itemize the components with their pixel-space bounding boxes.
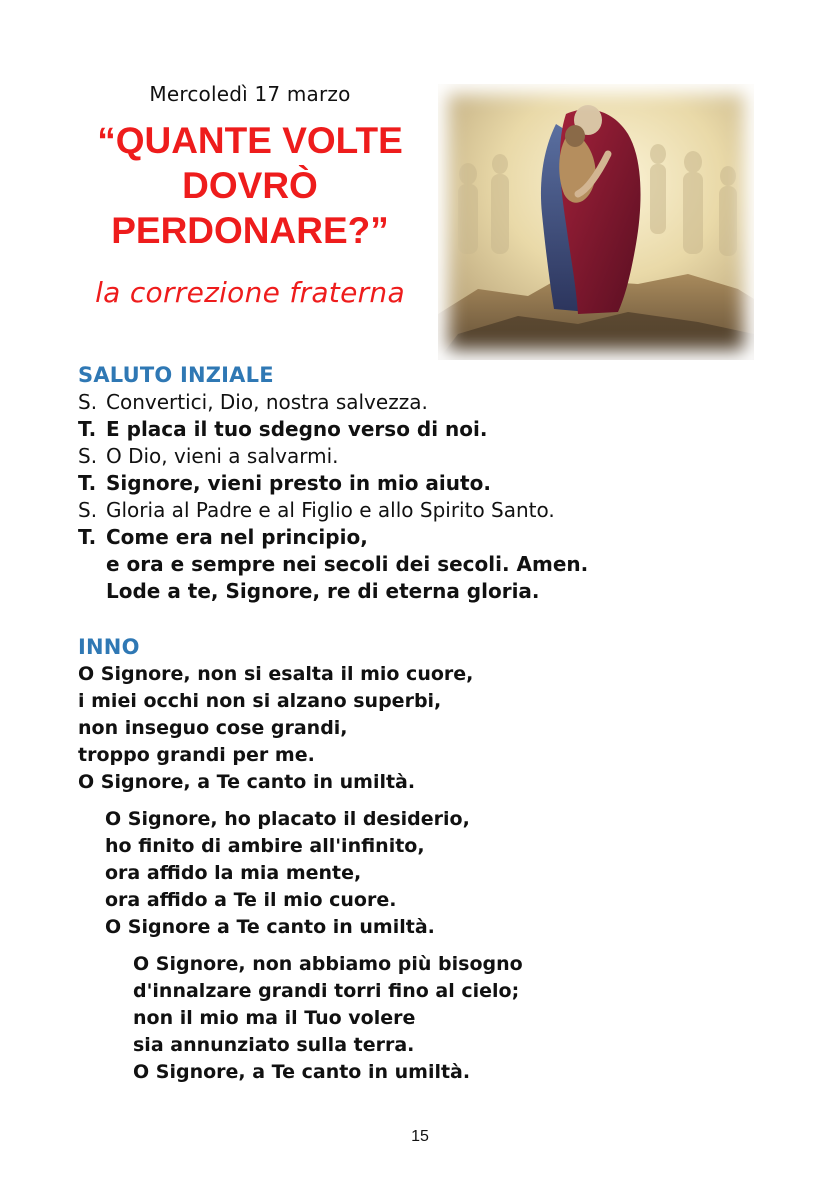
hymn-line: sia annunziato sulla terra. bbox=[133, 1034, 415, 1056]
hymn-stanza-3 bbox=[78, 951, 523, 1086]
hymn-stanza-2 bbox=[78, 806, 523, 941]
speaker-mark: T. bbox=[78, 525, 97, 549]
speaker-mark: T. bbox=[78, 417, 97, 441]
hymn-text bbox=[78, 661, 523, 1086]
saluto-line-text: Gloria al Padre e al Figlio e allo Spirito Santo. bbox=[106, 498, 555, 522]
saluto-line-5 bbox=[78, 497, 588, 524]
hymn-line: ora affido a Te il mio cuore. bbox=[105, 889, 397, 911]
inno-heading: INNO bbox=[78, 635, 140, 659]
hymn-line: d'innalzare grandi torri fino al cielo; bbox=[133, 980, 520, 1002]
saluto-line-text: E placa il tuo sdegno verso di noi. bbox=[106, 417, 488, 441]
saluto-line-2 bbox=[78, 416, 588, 443]
embrace-painting-image bbox=[438, 84, 754, 360]
hymn-line: troppo grandi per me. bbox=[78, 744, 315, 766]
inno-section bbox=[78, 634, 523, 1096]
saluto-line-4 bbox=[78, 470, 588, 497]
hymn-line: O Signore, a Te canto in umiltà. bbox=[133, 1061, 471, 1083]
hymn-line: O Signore, non abbiamo più bisogno bbox=[133, 953, 523, 975]
saluto-line-text: O Dio, vieni a salvarmi. bbox=[106, 444, 339, 468]
page-subtitle: la correzione fraterna bbox=[95, 276, 405, 309]
speaker-mark: S. bbox=[78, 444, 98, 468]
speaker-mark: S. bbox=[78, 498, 98, 522]
speaker-mark: S. bbox=[78, 390, 98, 414]
saluto-line-3 bbox=[78, 443, 588, 470]
saluto-continuation-1: e ora e sempre nei secoli dei secoli. Amen. bbox=[106, 552, 589, 576]
hymn-line: O Signore a Te canto in umiltà. bbox=[105, 916, 435, 938]
page-number: 15 bbox=[411, 1128, 429, 1145]
hymn-line: O Signore, ho placato il desiderio, bbox=[105, 808, 470, 830]
hymn-line: ho finito di ambire all'infinito, bbox=[105, 835, 425, 857]
hymn-line: non inseguo cose grandi, bbox=[78, 717, 348, 739]
date-line: Mercoledì 17 marzo bbox=[149, 82, 351, 106]
hymn-line: O Signore, non si esalta il mio cuore, bbox=[78, 663, 474, 685]
title-line-2: DOVRÒ bbox=[182, 165, 318, 206]
page-title bbox=[80, 118, 420, 253]
hymn-line: non il mio ma il Tuo volere bbox=[133, 1007, 416, 1029]
saluto-line-text: Come era nel principio, bbox=[106, 525, 368, 549]
saluto-continuation-2: Lode a te, Signore, re di eterna gloria. bbox=[106, 579, 540, 603]
hymn-stanza-1 bbox=[78, 661, 523, 796]
title-line-3: PERDONARE?” bbox=[111, 210, 389, 251]
saluto-line-text: Convertici, Dio, nostra salvezza. bbox=[106, 390, 428, 414]
saluto-line-text: Signore, vieni presto in mio aiuto. bbox=[106, 471, 491, 495]
hymn-line: O Signore, a Te canto in umiltà. bbox=[78, 771, 416, 793]
hymn-line: ora affido la mia mente, bbox=[105, 862, 362, 884]
saluto-line-1 bbox=[78, 389, 588, 416]
painting-illustration bbox=[438, 84, 754, 360]
speaker-mark: T. bbox=[78, 471, 97, 495]
saluto-heading: SALUTO INZIALE bbox=[78, 363, 274, 387]
title-line-1: “QUANTE VOLTE bbox=[97, 120, 403, 161]
saluto-section bbox=[78, 362, 588, 605]
hymn-line: i miei occhi non si alzano superbi, bbox=[78, 690, 442, 712]
saluto-line-6 bbox=[78, 524, 588, 551]
